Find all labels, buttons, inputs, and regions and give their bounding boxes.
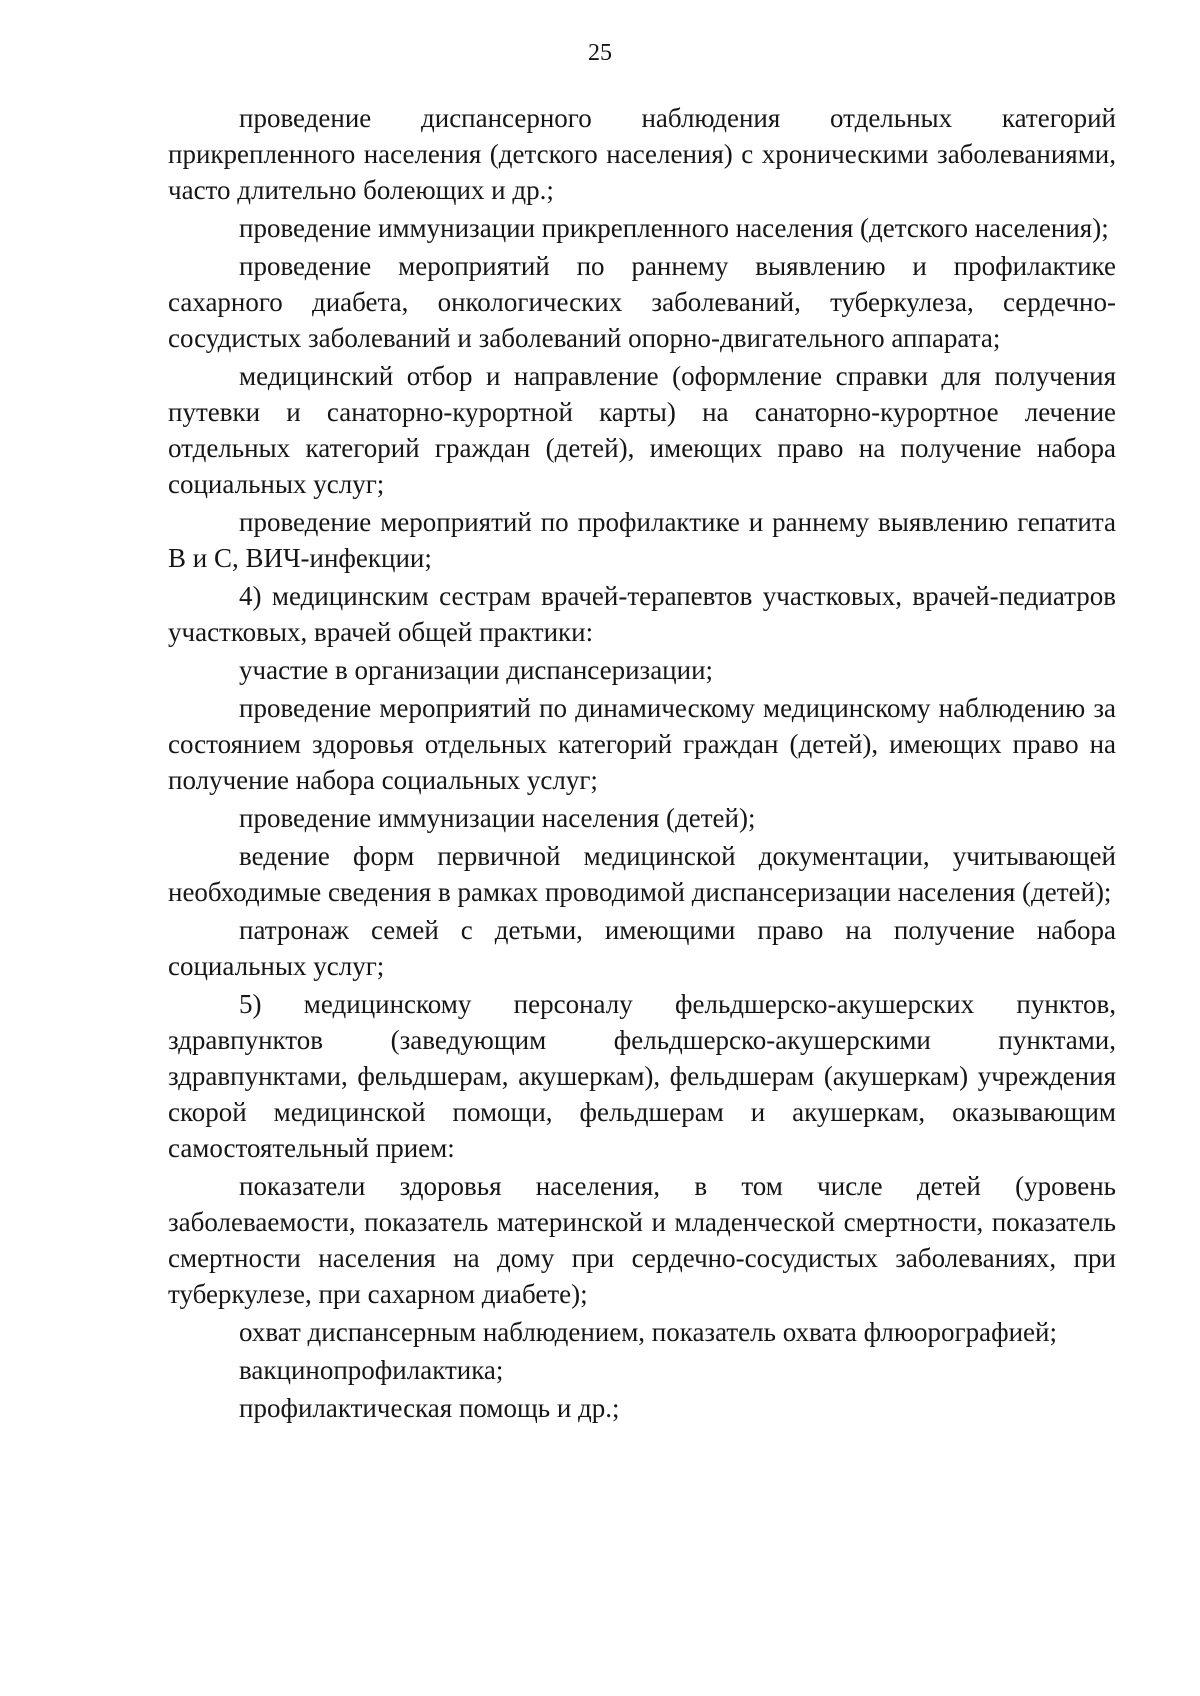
paragraph-medical-records: ведение форм первичной медицинской документации, учитывающей необходимые сведения в рамках проводимой диспансеризации населения (детей); <box>168 841 1116 907</box>
paragraph-item-5-paramedics: 5) медицинскому персоналу фельдшерско-акушерских пунктов, здравпунктов (заведующим фельдшерско-акушерскими пунктами, здравпунктами, фельдшерам, акушеркам), фельдшерам (акушеркам) учреждения скорой медицинской помощи, фельдшерам и акушеркам, оказывающим самостоятельный прием: <box>168 989 1116 1163</box>
paragraph-item-4-nurses: 4) медицинским сестрам врачей-терапевтов участковых, врачей-педиатров участковых, врачей общей практики: <box>168 581 1116 647</box>
paragraph-sanatorium-referral: медицинский отбор и направление (оформление справки для получения путевки и санаторно-курортной карты) на санаторно-курортное лечение отдельных категорий граждан (детей), имеющих право на получение набора социальных услуг; <box>168 361 1116 499</box>
paragraph-vaccination: вакцинопрофилактика; <box>239 1355 504 1385</box>
paragraph-dispensarization: участие в организации диспансеризации; <box>239 655 714 685</box>
paragraph-immunization-population: проведение иммунизации населения (детей); <box>239 803 756 833</box>
paragraph-dynamic-monitoring: проведение мероприятий по динамическому медицинскому наблюдению за состоянием здоровья отдельных категорий граждан (детей), имеющих право на получение набора социальных услуг; <box>168 693 1116 795</box>
paragraph-hepatitis-hiv: проведение мероприятий по профилактике и раннему выявлению гепатита В и С, ВИЧ-инфекции; <box>168 507 1116 573</box>
paragraph-fluorography-coverage: охват диспансерным наблюдением, показатель охвата флюорографией; <box>239 1317 1057 1347</box>
paragraph-dispensary-observation: проведение диспансерного наблюдения отдельных категорий прикрепленного населения (детского населения) с хроническими заболеваниями, часто длительно болеющих и др.; <box>168 103 1116 205</box>
paragraph-immunization-attached: проведение иммунизации прикрепленного населения (детского населения); <box>239 213 1109 243</box>
document-body <box>168 100 1116 1428</box>
page-number: 25 <box>588 40 612 66</box>
paragraph-early-detection: проведение мероприятий по раннему выявлению и профилактике сахарного диабета, онкологических заболеваний, туберкулеза, сердечно-сосудистых заболеваний и заболеваний опорно-двигательного аппарата; <box>168 251 1116 353</box>
paragraph-health-indicators: показатели здоровья населения, в том числе детей (уровень заболеваемости, показатель материнской и младенческой смертности, показатель смертности населения на дому при сердечно-сосудистых заболеваниях, при туберкулезе, при сахарном диабете); <box>168 1171 1116 1309</box>
paragraph-preventive-care: профилактическая помощь и др.; <box>239 1393 620 1423</box>
paragraph-family-patronage: патронаж семей с детьми, имеющими право на получение набора социальных услуг; <box>168 915 1116 981</box>
